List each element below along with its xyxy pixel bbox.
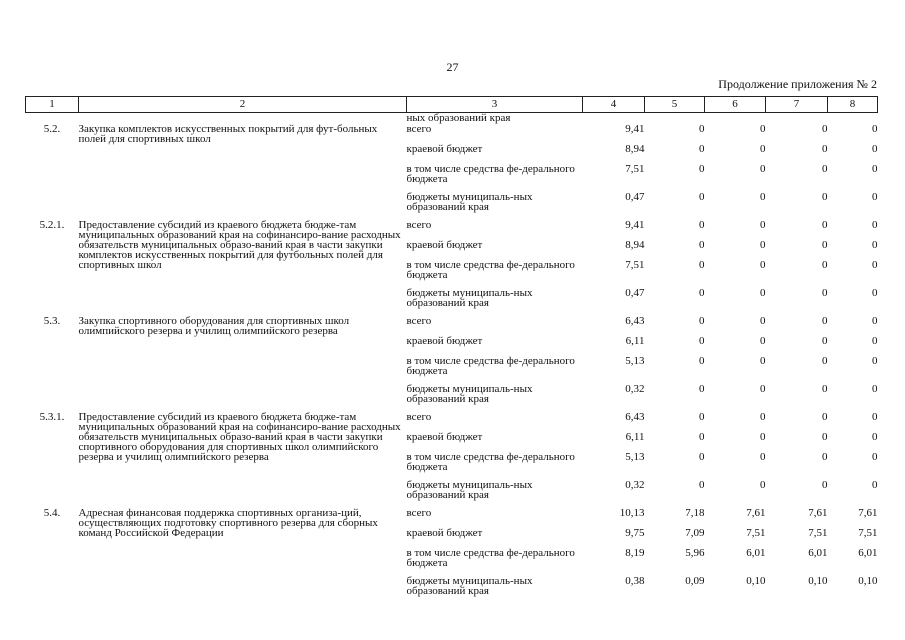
- funding-source: всего: [406, 411, 432, 423]
- funding-source: всего: [406, 219, 432, 231]
- value-cell: 0: [822, 219, 828, 231]
- value-cell: 0: [822, 479, 828, 491]
- value-cell: 0: [699, 123, 705, 135]
- value-cell: 6,01: [808, 547, 828, 559]
- item-name: Предоставление субсидий из краевого бюджета бюдже-там муниципальных образований края на софинансиро-вание расходных обязательств муниципальных образо-ваний края в части закупки комплектов искусственных покрытий для футбольных полей для спортивных школ: [78, 219, 401, 271]
- value-cell: 6,11: [625, 431, 645, 443]
- value-cell: 7,61: [746, 507, 766, 519]
- value-cell: 0: [872, 259, 878, 271]
- value-cell: 0: [699, 163, 705, 175]
- value-cell: 5,13: [625, 451, 645, 463]
- value-cell: 7,61: [808, 507, 828, 519]
- column-header: 4: [583, 97, 645, 113]
- continued-row: [26, 113, 878, 124]
- value-cell: 7,51: [625, 163, 645, 175]
- value-cell: 0: [872, 383, 878, 395]
- value-cell: 0: [760, 411, 766, 423]
- value-cell: 0: [822, 383, 828, 395]
- funding-source: в том числе средства фе-дерального бюджета: [406, 547, 575, 569]
- item-name: Закупка спортивного оборудования для спортивных школ олимпийского резерва и училищ олимпийского резерва: [78, 315, 350, 337]
- value-cell: 0: [699, 383, 705, 395]
- value-cell: 0: [822, 411, 828, 423]
- funding-source: бюджеты муниципаль-ных образований края: [406, 287, 533, 309]
- funding-source: в том числе средства фе-дерального бюджета: [406, 163, 575, 185]
- value-cell: 7,61: [858, 507, 878, 519]
- value-cell: 0: [760, 239, 766, 251]
- value-cell: 9,41: [625, 219, 645, 231]
- funding-source: краевой бюджет: [406, 335, 483, 347]
- value-cell: 6,43: [625, 315, 645, 327]
- item-code: 5.3.: [43, 315, 61, 327]
- value-cell: 0,32: [625, 383, 645, 395]
- value-cell: 8,19: [625, 547, 645, 559]
- funding-source: в том числе средства фе-дерального бюджета: [406, 259, 575, 281]
- value-cell: 0: [699, 431, 705, 443]
- value-cell: 0,47: [625, 287, 645, 299]
- value-cell: 7,09: [685, 527, 705, 539]
- funding-source: в том числе средства фе-дерального бюджета: [406, 451, 575, 473]
- value-cell: 0: [822, 451, 828, 463]
- table-row: [26, 123, 878, 143]
- value-cell: 0: [699, 259, 705, 271]
- value-cell: 0: [872, 143, 878, 155]
- page-number: 27: [446, 60, 459, 74]
- value-cell: 0: [872, 287, 878, 299]
- value-cell: 8,94: [625, 143, 645, 155]
- value-cell: 0: [760, 315, 766, 327]
- column-header: 7: [766, 97, 828, 113]
- funding-source: в том числе средства фе-дерального бюджета: [406, 355, 575, 377]
- value-cell: 0: [822, 123, 828, 135]
- value-cell: 0: [872, 451, 878, 463]
- value-cell: 5,13: [625, 355, 645, 367]
- value-cell: 0: [760, 287, 766, 299]
- value-cell: 0: [822, 259, 828, 271]
- value-cell: 0: [699, 451, 705, 463]
- value-cell: 0: [699, 287, 705, 299]
- value-cell: 0: [699, 335, 705, 347]
- value-cell: 0: [872, 315, 878, 327]
- value-cell: 0: [699, 219, 705, 231]
- value-cell: 0: [872, 163, 878, 175]
- value-cell: 0: [699, 355, 705, 367]
- value-cell: 7,51: [808, 527, 828, 539]
- funding-source: бюджеты муниципаль-ных образований края: [406, 479, 533, 501]
- value-cell: 0,38: [625, 575, 645, 587]
- value-cell: 0: [760, 123, 766, 135]
- value-cell: 0: [822, 163, 828, 175]
- value-cell: 0: [822, 287, 828, 299]
- value-cell: 0: [822, 191, 828, 203]
- value-cell: 7,51: [746, 527, 766, 539]
- funding-source: всего: [406, 507, 432, 519]
- value-cell: 0: [822, 355, 828, 367]
- value-cell: 0: [760, 219, 766, 231]
- value-cell: 0: [760, 355, 766, 367]
- value-cell: 5,96: [685, 547, 705, 559]
- funding-source: всего: [406, 315, 432, 327]
- value-cell: 0: [760, 143, 766, 155]
- table-row: [26, 507, 878, 527]
- value-cell: 8,94: [625, 239, 645, 251]
- value-cell: 0: [872, 355, 878, 367]
- value-cell: 6,01: [858, 547, 878, 559]
- value-cell: 0: [872, 411, 878, 423]
- value-cell: 0: [699, 479, 705, 491]
- funding-source: краевой бюджет: [406, 143, 483, 155]
- funding-source: краевой бюджет: [406, 431, 483, 443]
- value-cell: 0: [822, 239, 828, 251]
- value-cell: 7,18: [685, 507, 705, 519]
- value-cell: 7,51: [625, 259, 645, 271]
- value-cell: 0: [760, 335, 766, 347]
- value-cell: 0: [872, 219, 878, 231]
- value-cell: 0: [699, 315, 705, 327]
- table-row: [26, 411, 878, 431]
- funding-source: бюджеты муниципаль-ных образований края: [406, 191, 533, 213]
- value-cell: 0: [822, 431, 828, 443]
- value-cell: 6,11: [625, 335, 645, 347]
- value-cell: 0: [872, 479, 878, 491]
- value-cell: 0: [760, 163, 766, 175]
- value-cell: 0: [760, 383, 766, 395]
- column-header: 1: [26, 97, 79, 113]
- value-cell: 0: [822, 335, 828, 347]
- value-cell: 0: [872, 335, 878, 347]
- budget-table: [25, 96, 878, 603]
- value-cell: 0: [699, 239, 705, 251]
- continued-source-text: ных образований края: [406, 112, 511, 124]
- value-cell: 10,13: [619, 507, 645, 519]
- value-cell: 6,01: [746, 547, 766, 559]
- funding-source: бюджеты муниципаль-ных образований края: [406, 383, 533, 405]
- value-cell: 0,10: [746, 575, 766, 587]
- value-cell: 0: [872, 191, 878, 203]
- value-cell: 7,51: [858, 527, 878, 539]
- value-cell: 6,43: [625, 411, 645, 423]
- funding-source: краевой бюджет: [406, 527, 483, 539]
- value-cell: 0: [822, 143, 828, 155]
- column-header: 2: [79, 97, 407, 113]
- value-cell: 0: [760, 451, 766, 463]
- appendix-continuation-label: Продолжение приложения № 2: [718, 77, 877, 91]
- value-cell: 9,75: [625, 527, 645, 539]
- column-number-header: [26, 97, 878, 113]
- value-cell: 0: [822, 315, 828, 327]
- value-cell: 0: [760, 259, 766, 271]
- funding-source: всего: [406, 123, 432, 135]
- value-cell: 0: [872, 239, 878, 251]
- value-cell: 0: [699, 191, 705, 203]
- item-name: Предоставление субсидий из краевого бюджета бюдже-там муниципальных образований края на софинансиро-вание расходных обязательств муниципальных образо-ваний края в части закупки спортивного оборудования для спортивных школ олимпийского резерва и училищ олимпийского резерва: [78, 411, 401, 463]
- item-code: 5.2.1.: [39, 219, 65, 231]
- value-cell: 0: [760, 479, 766, 491]
- column-header: 5: [645, 97, 705, 113]
- column-header: 8: [828, 97, 878, 113]
- value-cell: 0: [699, 411, 705, 423]
- value-cell: 0,10: [808, 575, 828, 587]
- value-cell: 0: [872, 431, 878, 443]
- value-cell: 0: [760, 191, 766, 203]
- item-code: 5.3.1.: [39, 411, 65, 423]
- value-cell: 0,32: [625, 479, 645, 491]
- funding-source: бюджеты муниципаль-ных образований края: [406, 575, 533, 597]
- funding-source: краевой бюджет: [406, 239, 483, 251]
- table-row: [26, 219, 878, 239]
- item-code: 5.2.: [43, 123, 61, 135]
- value-cell: 0: [699, 143, 705, 155]
- table-row: [26, 315, 878, 335]
- item-name: Адресная финансовая поддержка спортивных организа-ций, осуществляющих подготовку спортивного резерва для сборных команд Российской Федерации: [78, 507, 378, 539]
- value-cell: 0: [872, 123, 878, 135]
- value-cell: 0,09: [685, 575, 705, 587]
- column-header: 3: [407, 97, 583, 113]
- value-cell: 0,47: [625, 191, 645, 203]
- value-cell: 0,10: [858, 575, 878, 587]
- value-cell: 0: [760, 431, 766, 443]
- item-name: Закупка комплектов искусственных покрытий для фут-больных полей для спортивных школ: [78, 123, 378, 145]
- value-cell: 9,41: [625, 123, 645, 135]
- item-code: 5.4.: [43, 507, 61, 519]
- column-header: 6: [705, 97, 766, 113]
